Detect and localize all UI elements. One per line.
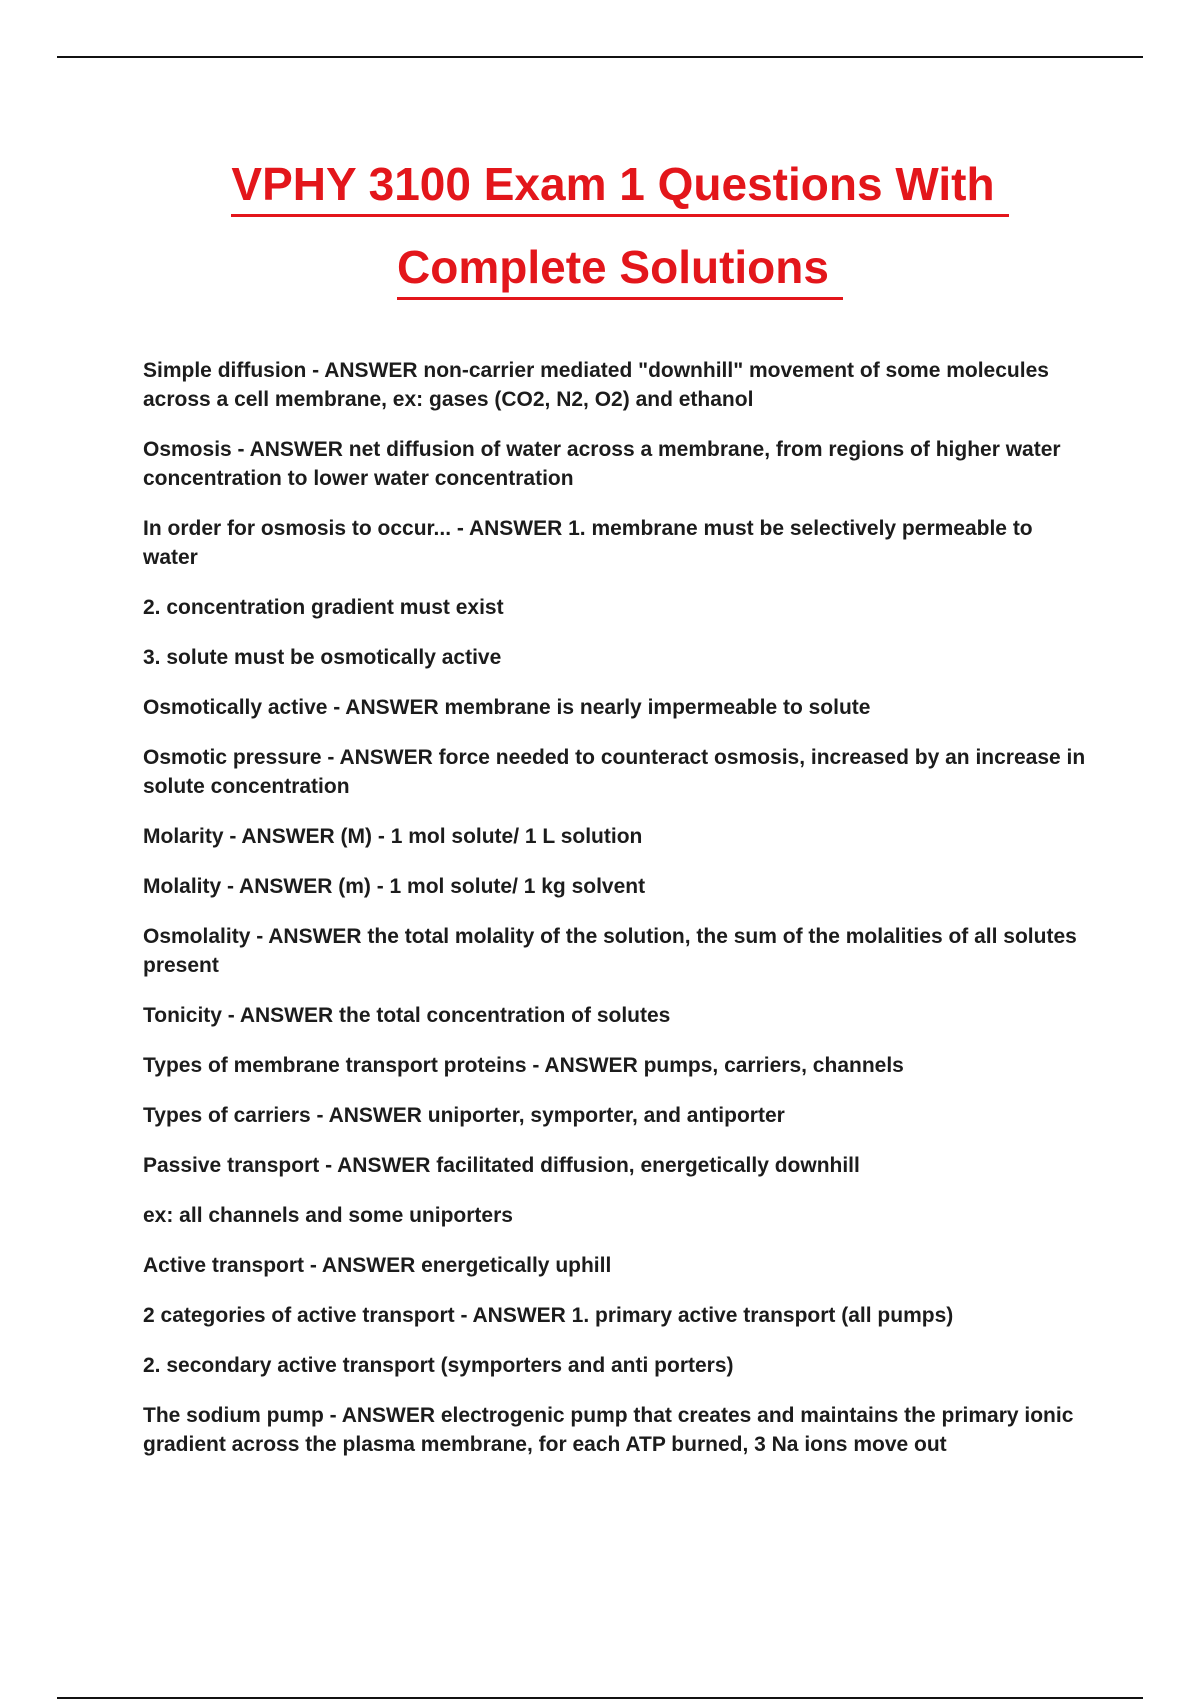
qa-entry: Types of carriers - ANSWER uniporter, symporter, and antiporter — [143, 1104, 785, 1127]
page-title — [0, 148, 1200, 314]
qa-entry: Osmosis - ANSWER net diffusion of water across a membrane, from regions of higher water concentration to lower water concentration — [143, 438, 1061, 490]
qa-entry: Osmotic pressure - ANSWER force needed to counteract osmosis, increased by an increase in solute concentration — [143, 746, 1086, 798]
top-rule — [57, 56, 1143, 58]
qa-entry: Active transport - ANSWER energetically uphill — [143, 1254, 612, 1277]
qa-entry: Molarity - ANSWER (M) - 1 mol solute/ 1 L solution — [143, 825, 643, 848]
qa-entry: 2 categories of active transport - ANSWER 1. primary active transport (all pumps) — [143, 1304, 954, 1327]
qa-entry: ex: all channels and some uniporters — [143, 1204, 513, 1227]
qa-entry: Osmotically active - ANSWER membrane is nearly impermeable to solute — [143, 696, 871, 719]
qa-entry: The sodium pump - ANSWER electrogenic pump that creates and maintains the primary ionic gradient across the plasma membrane, for each ATP burned, 3 Na ions move out — [143, 1404, 1074, 1456]
qa-entry: 2. secondary active transport (symporters and anti porters) — [143, 1354, 734, 1377]
qa-entry: 3. solute must be osmotically active — [143, 646, 502, 669]
bottom-rule — [57, 1697, 1143, 1699]
qa-entry: Osmolality - ANSWER the total molality of the solution, the sum of the molalities of all solutes present — [143, 925, 1077, 977]
qa-entry: Types of membrane transport proteins - ANSWER pumps, carriers, channels — [143, 1054, 904, 1077]
title-line-1: VPHY 3100 Exam 1 Questions With — [231, 156, 1008, 217]
qa-list — [143, 356, 1088, 1480]
qa-entry: 2. concentration gradient must exist — [143, 596, 504, 619]
qa-entry: Tonicity - ANSWER the total concentration of solutes — [143, 1004, 671, 1027]
qa-entry: Molality - ANSWER (m) - 1 mol solute/ 1 kg solvent — [143, 875, 646, 898]
qa-entry: In order for osmosis to occur... - ANSWER 1. membrane must be selectively permeable to water — [143, 517, 1033, 569]
qa-entry: Passive transport - ANSWER facilitated diffusion, energetically downhill — [143, 1154, 860, 1177]
qa-entry: Simple diffusion - ANSWER non-carrier mediated "downhill" movement of some molecules across a cell membrane, ex: gases (CO2, N2, O2) and ethanol — [143, 359, 1049, 411]
title-line-2: Complete Solutions — [397, 239, 843, 300]
